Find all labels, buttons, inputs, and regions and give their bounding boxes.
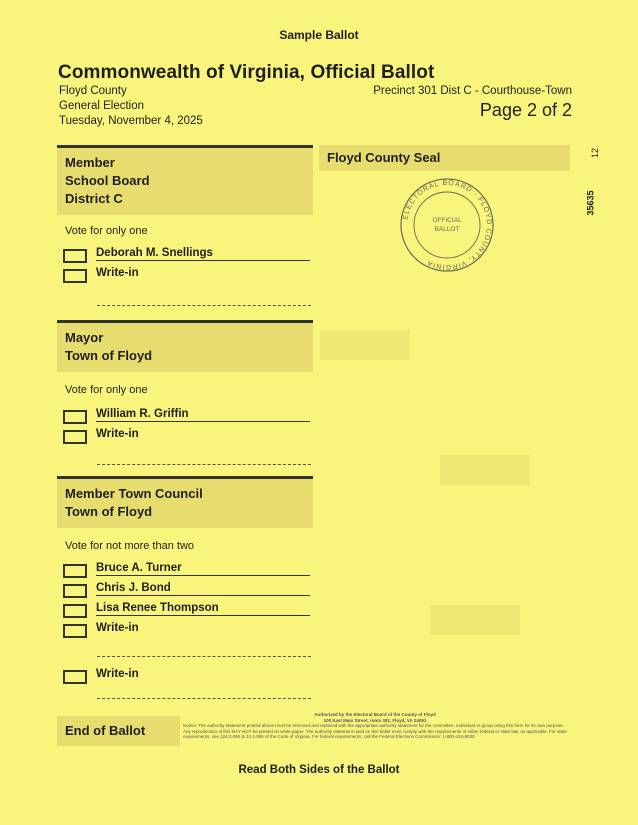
ballot-style-number: 35635 (585, 190, 596, 216)
bleed-through (430, 605, 520, 635)
write-in-line[interactable] (97, 464, 311, 465)
write-in-line[interactable] (97, 656, 311, 657)
contest-school-board (57, 145, 313, 323)
authority-address: 100 East Main Street, room 302, Floyd, VA 24091 (323, 717, 427, 723)
bleed-through (440, 455, 530, 485)
bleed-through (320, 330, 410, 360)
county-label: Floyd County (59, 85, 127, 97)
candidate-name: Lisa Renee Thompson (96, 602, 310, 616)
candidate-name: Deborah M. Snellings (96, 247, 310, 261)
election-date: Tuesday, November 4, 2025 (59, 115, 203, 127)
vote-instruction: Vote for only one (65, 384, 148, 396)
contest-mayor (57, 320, 313, 478)
contest-town-council (57, 476, 313, 716)
authority-notice: Notice: The authority statement printed above must be removed and replaced with the appropriate authority statement for the committee, individual or group using this form for its own purpose. Any reproduction of this MAY NOT be printed on white paper. The authority statement used on this ballot must comply with the requirements of either federal or state law, as applicable. For state requirements, see §24.2-955 & 24.2-956 of the Code of Virginia. For federal requirements, call the Federal Elections Commission: 1-800-424-9530 (183, 723, 567, 739)
vote-oval[interactable] (63, 249, 87, 263)
election-type: General Election (59, 100, 145, 112)
seal-title: Floyd County Seal (319, 145, 570, 171)
contest-title: Member School Board District C (57, 148, 313, 215)
vote-oval[interactable] (63, 430, 87, 444)
write-in-line[interactable] (97, 305, 311, 306)
vote-instruction: Vote for only one (65, 225, 148, 237)
page-label: Sample Ballot (279, 28, 359, 42)
seal-icon (398, 176, 496, 274)
vote-oval[interactable] (63, 584, 87, 598)
write-in-row[interactable] (63, 265, 313, 285)
precinct-label: Precinct 301 Dist C - Courthouse-Town (373, 85, 572, 97)
vote-oval[interactable] (63, 410, 87, 424)
end-of-ballot: End of Ballot (57, 716, 180, 746)
svg-text:ELECTORAL BOARD · FLOYD COUNTY: ELECTORAL BOARD · FLOYD COUNTY, VIRGINIA (402, 179, 493, 271)
vote-oval[interactable] (63, 269, 87, 283)
candidate-row[interactable] (63, 406, 313, 426)
candidate-row[interactable] (63, 600, 313, 620)
authority-title: Authorized by the Electoral Board of the County of Floyd (314, 712, 436, 717)
vote-oval[interactable] (63, 564, 87, 578)
candidate-row[interactable] (63, 245, 313, 265)
write-in-label: Write-in (96, 622, 139, 634)
candidate-name: Bruce A. Turner (96, 562, 310, 576)
write-in-row[interactable] (63, 620, 313, 640)
vote-oval[interactable] (63, 604, 87, 618)
candidate-name: William R. Griffin (96, 408, 310, 422)
county-seal-image (398, 176, 496, 274)
svg-text:BALLOT: BALLOT (434, 226, 460, 233)
candidate-row[interactable] (63, 560, 313, 580)
footer-instruction: Read Both Sides of the Ballot (238, 764, 400, 776)
contest-title: Member Town Council Town of Floyd (57, 479, 313, 528)
write-in-label: Write-in (96, 428, 139, 440)
write-in-row[interactable] (63, 426, 313, 446)
candidate-name: Chris J. Bond (96, 582, 310, 596)
write-in-label: Write-in (96, 668, 139, 680)
ballot-title: Commonwealth of Virginia, Official Ballot (58, 62, 435, 83)
write-in-label: Write-in (96, 267, 139, 279)
page-number: Page 2 of 2 (479, 100, 572, 120)
side-number: 12 (590, 147, 601, 159)
vote-instruction: Vote for not more than two (65, 540, 195, 552)
authority-statement (183, 712, 567, 740)
vote-oval[interactable] (63, 624, 87, 638)
svg-text:OFFICIAL: OFFICIAL (432, 217, 462, 224)
vote-oval[interactable] (63, 670, 87, 684)
candidate-row[interactable] (63, 580, 313, 600)
contest-title: Mayor Town of Floyd (57, 323, 313, 372)
write-in-row[interactable] (63, 666, 313, 686)
write-in-line[interactable] (97, 698, 311, 699)
